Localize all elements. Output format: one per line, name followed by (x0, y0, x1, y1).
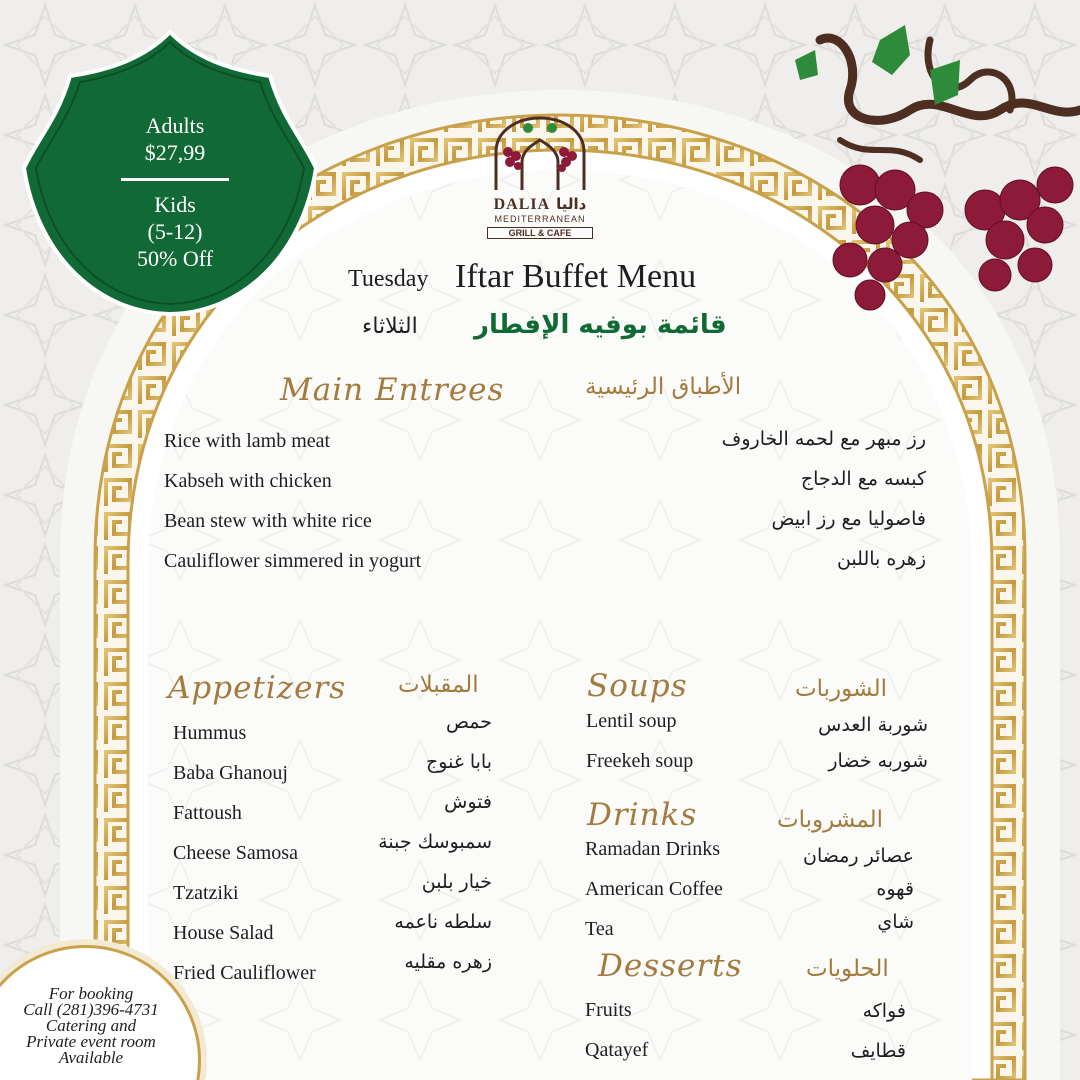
list-item: سلطه ناعمه (394, 911, 492, 933)
soups-list-arabic (770, 714, 928, 786)
list-item: Fried Cauliflower (173, 962, 316, 984)
main-entrees-list (164, 430, 421, 590)
list-item: قطايف (850, 1040, 906, 1062)
soups-list (586, 710, 693, 790)
grape-arch-logo-icon (478, 112, 602, 192)
badge-divider (121, 178, 229, 181)
list-item: شوربة العدس (818, 714, 928, 736)
soups-heading: Soups (587, 668, 688, 704)
appetizers-heading: Appetizers (168, 670, 347, 706)
main-entrees-heading: Main Entrees (280, 372, 505, 408)
desserts-heading: Desserts (598, 948, 743, 984)
grape-vine-decoration (780, 20, 1080, 320)
adults-label: Adults (145, 113, 205, 138)
list-item: Freekeh soup (586, 750, 694, 772)
list-item: عصائر رمضان (803, 845, 914, 867)
list-item: فواكه (862, 1000, 906, 1022)
list-item: Fruits (585, 999, 632, 1021)
list-item: سمبوسك جبنة (378, 831, 492, 853)
drinks-heading-arabic: المشروبات (777, 807, 884, 833)
appetizers-list-arabic (336, 711, 492, 991)
list-item: Cauliflower simmered in yogurt (164, 550, 422, 572)
logo-name-arabic: داليا (556, 195, 587, 213)
drinks-list (585, 838, 723, 958)
main-entrees-list-arabic (620, 428, 926, 588)
list-item: حمص (445, 711, 492, 733)
list-item: فتوش (444, 791, 492, 813)
restaurant-logo (478, 112, 602, 242)
desserts-list (585, 999, 648, 1079)
list-item: American Coffee (585, 878, 723, 900)
kids-discount: 50% Off (137, 246, 213, 271)
list-item: قهوه (876, 878, 914, 900)
soups-heading-arabic: الشوربات (795, 676, 887, 702)
list-item: شاي (877, 911, 914, 933)
page-title-arabic: قائمة بوفيه الإفطار (474, 310, 727, 340)
appetizers-list (173, 722, 316, 1002)
drinks-list-arabic (760, 845, 914, 944)
logo-name-latin: DALIA (493, 196, 551, 213)
list-item: فاصوليا مع رز ابيض (771, 508, 926, 530)
logo-subtitle: MEDITERRANEAN (494, 214, 586, 224)
list-item: زهره باللبن (836, 548, 926, 570)
list-item: Fattoush (173, 802, 242, 824)
drinks-heading: Drinks (587, 797, 698, 833)
desserts-heading-arabic: الحلويات (806, 956, 889, 982)
main-entrees-heading-arabic: الأطباق الرئيسية (585, 374, 742, 400)
list-item: زهره مقليه (404, 951, 492, 973)
list-item: Kabseh with chicken (164, 470, 332, 492)
list-item: Tzatziki (173, 882, 239, 904)
list-item: Tea (585, 918, 614, 940)
list-item: خيار بلبن (421, 871, 492, 893)
booking-line: Catering and (45, 1016, 137, 1035)
list-item: House Salad (173, 922, 274, 944)
list-item: شوربه خضار (828, 750, 928, 772)
appetizers-heading-arabic: المقبلات (398, 672, 479, 698)
list-item: Qatayef (585, 1039, 649, 1061)
logo-tagline: GRILL & CAFE (487, 227, 593, 239)
kids-label: Kids (154, 192, 196, 217)
list-item: Lentil soup (586, 710, 677, 732)
list-item: Hummus (173, 722, 247, 744)
booking-line: For booking (48, 984, 134, 1003)
booking-line: Private event room (26, 1032, 156, 1051)
adults-price: $27,99 (144, 140, 206, 165)
list-item: Cheese Samosa (173, 842, 298, 864)
price-badge (95, 112, 255, 272)
desserts-list-arabic (780, 1000, 906, 1080)
page-title: Iftar Buffet Menu (455, 258, 697, 295)
day-arabic: الثلاثاء (362, 314, 418, 339)
list-item: Ramadan Drinks (585, 838, 720, 860)
booking-info (0, 986, 182, 1066)
list-item: Bean stew with white rice (164, 510, 372, 532)
list-item: Baba Ghanouj (173, 762, 288, 784)
list-item: بابا غنوج (426, 751, 492, 773)
booking-phone: Call (281)396-4731 (23, 1000, 159, 1019)
list-item: كبسه مع الدجاج (800, 468, 926, 490)
day-english: Tuesday (348, 266, 429, 292)
kids-ages: (5-12) (147, 219, 203, 244)
list-item: رز مبهر مع لحمه الخاروف (721, 428, 926, 450)
booking-line: Available (58, 1048, 124, 1067)
list-item: Rice with lamb meat (164, 430, 331, 452)
